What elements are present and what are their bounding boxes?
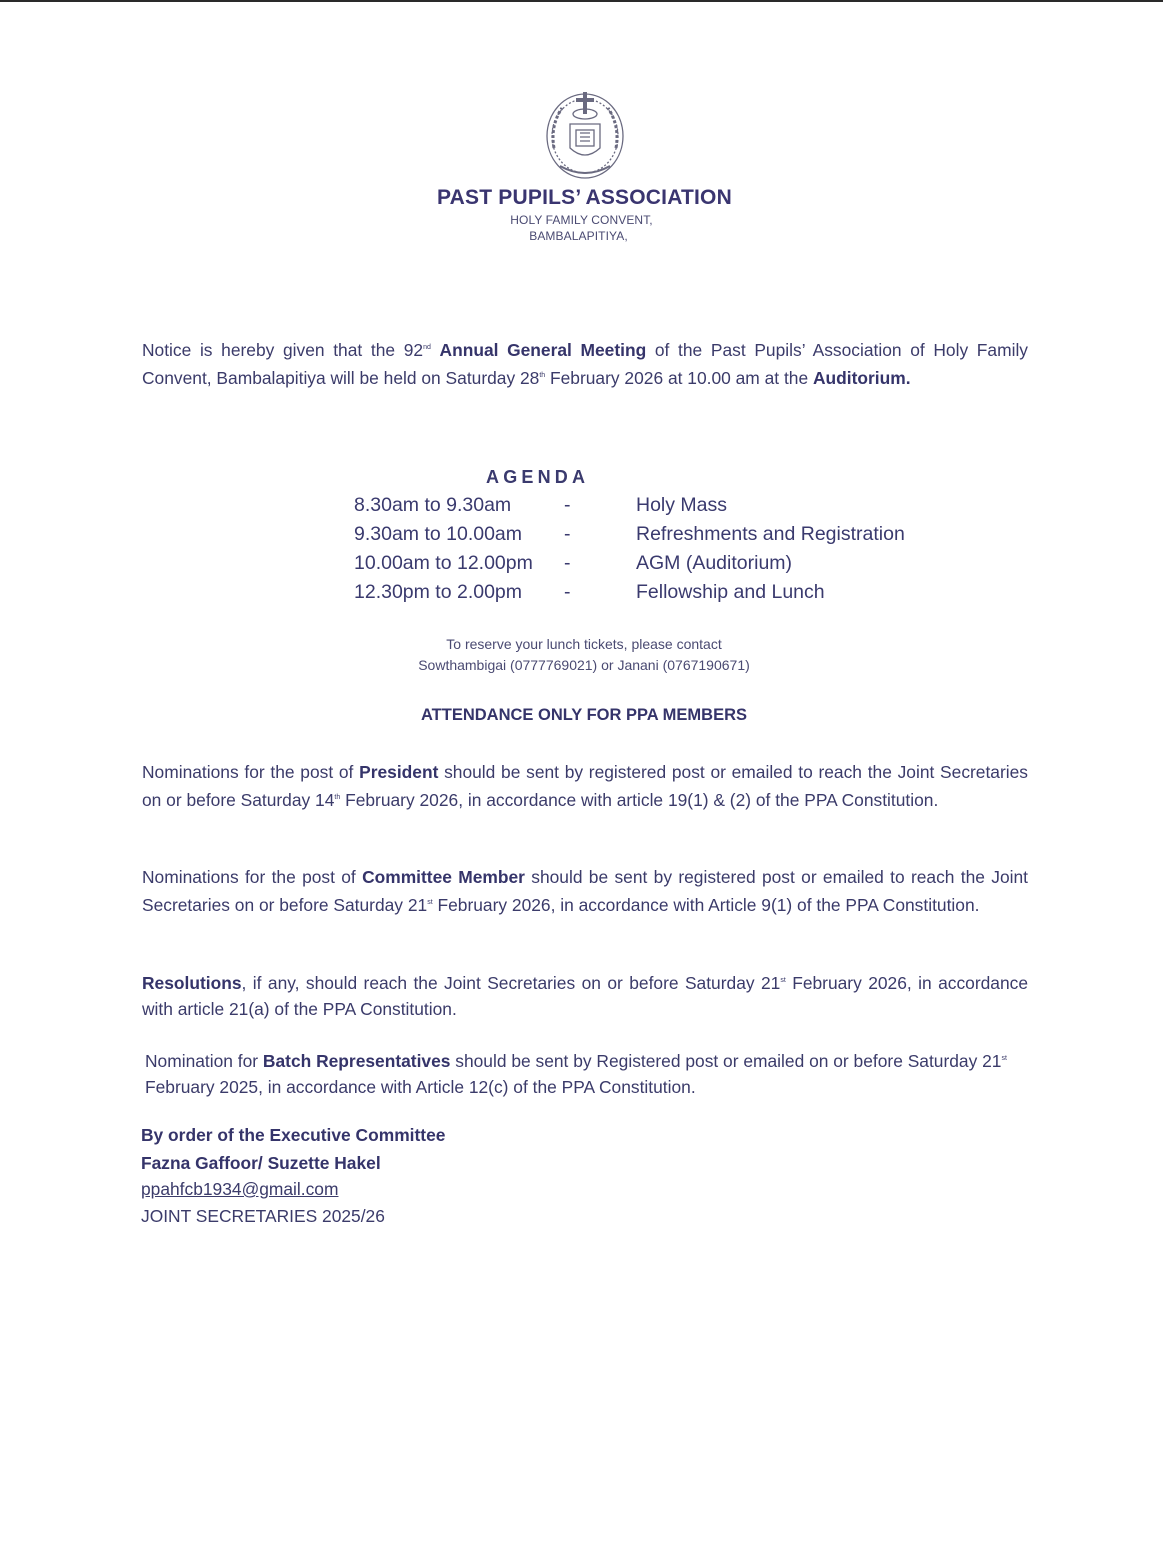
signature-order-line: By order of the Executive Committee	[141, 1125, 446, 1145]
agenda-time: 9.30am to 10.00am	[354, 523, 523, 545]
attendance-notice: ATTENDANCE ONLY FOR PPA MEMBERS	[420, 706, 748, 724]
agenda-dash: -	[564, 552, 571, 574]
signature-title: JOINT SECRETARIES 2025/26	[141, 1206, 385, 1226]
batch-nomination-paragraph: Nomination for Batch Representatives should be sent by Registered post or emailed on or before Saturday 21st February 2025, in accordance with Article 12(c) of the PPA Constitution.	[145, 1050, 1007, 1097]
association-title: PAST PUPILS’ ASSOCIATION	[437, 186, 732, 209]
top-border-line	[0, 0, 1163, 2]
agenda-item: Fellowship and Lunch	[636, 581, 825, 603]
president-nomination-paragraph: Nominations for the post of President should be sent by registered post or emailed to reach the Joint Secretaries on or before Saturday 14th February 2026, in accordance with article 19(1) & (2) of the PPA Constitution.	[142, 762, 1028, 810]
committee-nomination-paragraph: Nominations for the post of Committee Member should be sent by registered post or emailed to reach the Joint Secretaries on or before Saturday 21st February 2026, in accordance with Article 9(1) of the PPA Constitution.	[142, 867, 1028, 915]
agenda-item: Refreshments and Registration	[636, 523, 905, 545]
agenda-item: AGM (Auditorium)	[636, 552, 793, 574]
lunch-contact-numbers: Sowthambigai (0777769021) or Janani (0767190671)	[418, 657, 750, 673]
agenda-time: 12.30pm to 2.00pm	[354, 581, 523, 603]
resolutions-paragraph: Resolutions, if any, should reach the Joint Secretaries on or before Saturday 21st February 2026, in accordance with article 21(a) of the PPA Constitution.	[142, 972, 1028, 1019]
signature-names: Fazna Gaffoor/ Suzette Hakel	[141, 1153, 381, 1173]
agenda-dash: -	[564, 494, 571, 516]
agenda-dash: -	[564, 523, 571, 545]
contact-email-link[interactable]: ppahfcb1934@gmail.com	[141, 1179, 339, 1199]
agenda-dash: -	[564, 581, 571, 603]
school-crest-logo	[542, 86, 628, 182]
school-location: BAMBALAPITIYA,	[529, 229, 628, 243]
agenda-heading: AGENDA	[486, 467, 590, 487]
lunch-contact-line: To reserve your lunch tickets, please contact	[446, 636, 722, 652]
agenda-item: Holy Mass	[636, 494, 728, 516]
agm-notice-paragraph: Notice is hereby given that the 92nd Annual General Meeting of the Past Pupils’ Association of Holy Family Convent, Bambalapitiya will be held on Saturday 28th February 2026 at 10.00 am at the Auditorium.	[142, 339, 1028, 388]
agenda-time: 10.00am to 12.00pm	[354, 552, 533, 574]
agenda-time: 8.30am to 9.30am	[354, 494, 512, 516]
school-name: HOLY FAMILY CONVENT,	[510, 213, 653, 227]
